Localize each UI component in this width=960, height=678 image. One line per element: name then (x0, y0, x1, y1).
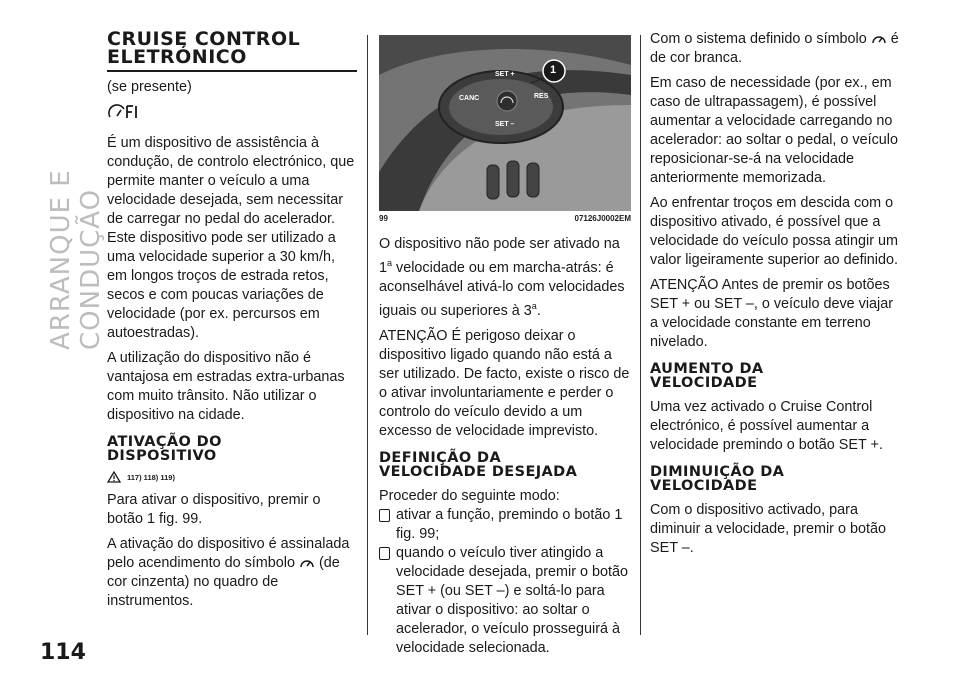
callout-number: 1 (550, 64, 557, 76)
section-heading-increase (650, 362, 900, 390)
gear-text-a: O dispositivo não pode ser ativado na 1 (379, 236, 620, 276)
column-3 (650, 30, 900, 564)
heading-line-2: VELOCIDADE DESEJADA (379, 463, 578, 480)
column-1 (107, 30, 357, 617)
chapter-side-label: ARRANQUE E CONDUÇÃO (46, 169, 106, 350)
symbol-text-a: Com o sistema definido o símbolo (650, 31, 867, 47)
overtake-paragraph: Em caso de necessidade (por ex., em caso de ultrapassagem), é possível aumentar a velocidade carregando no acelerador: ao soltar o pedal, o veículo reposicionar-se-á na velocidade anteriormente memorizada. (650, 75, 898, 186)
cruise-control-icon (107, 103, 357, 126)
figure-code: 07126J0002EM (574, 214, 631, 223)
page-title (107, 30, 357, 72)
section-heading-decrease (650, 465, 900, 493)
intro-paragraph: É um dispositivo de assistência à condução, de controlo electrónico, que permite manter o veículo a uma velocidade desejada, sem necessitar de carregar no pedal do acelerador. Este dispositivo pode ser utilizado a uma velocidade superior a 30 km/h, em longos troços de estrada retos, secos e com poucas variações de velocidade (por ex. percursos em autoestradas). (107, 135, 355, 341)
set-minus-label: SET – (495, 121, 515, 128)
ordinal-sup: a (387, 258, 393, 268)
warning-references (107, 471, 357, 483)
heading-line-1: DEFINIÇÃO DA (379, 449, 502, 466)
signal-text-a: A ativação do dispositivo é assinalada pelo acendimento do símbolo (107, 536, 350, 571)
subtitle: (se presente) (107, 79, 192, 95)
activation-paragraph: Para ativar o dispositivo, premir o botão 1 fig. 99. (107, 492, 321, 527)
danger-paragraph: ATENÇÃO É perigoso deixar o dispositivo ligado quando não está a ser utilizado. De facto, existe o risco de o ativar involuntariamente e perder o controlo do veículo devido a um excesso de velocidade imprevisto. (379, 327, 630, 439)
symbol-paragraph (650, 30, 900, 68)
heading-line-1: DIMINUIÇÃO DA (650, 464, 785, 480)
section-heading-activation (107, 435, 357, 463)
ordinal-sup: a (531, 300, 537, 311)
signal-text-b: (de cor cinzenta) no quadro de instrumentos. (107, 555, 340, 609)
figure-caption (379, 214, 631, 223)
column-2 (379, 35, 631, 658)
heading-line-1: AUMENTO DA (650, 361, 764, 377)
signal-paragraph (107, 535, 357, 611)
heading-line-1: ATIVAÇÃO DO (107, 434, 222, 450)
section-heading-set-speed (379, 451, 631, 479)
page-number: 114 (40, 640, 86, 665)
descent-paragraph: Ao enfrentar troços em descida com o dispositivo ativado, é possível que a velocidade do veículo possa atingir um valor ligeiramente superior ao definido. (650, 195, 898, 268)
list-item-text: quando o veículo tiver atingido a velocidade desejada, premir o botão SET + (ou SET –) e soltá-lo para ativar o dispositivo: ao soltar o acelerador, o veículo prosseguirá à velocidade selecionada. (396, 544, 628, 656)
heading-line-2: VELOCIDADE (650, 478, 758, 494)
title-line-2: ELETRÓNICO (107, 46, 247, 68)
warning-triangle-icon (107, 471, 121, 483)
heading-line-2: DISPOSITIVO (107, 448, 217, 464)
column-divider (367, 35, 368, 635)
checkbox-bullet-icon (379, 509, 390, 522)
figure-number: 99 (379, 214, 388, 223)
canc-label: CANC (459, 95, 480, 102)
steps-intro: Proceder do seguinte modo: (379, 487, 560, 504)
warning-refs-text: 117) 118) 119) (127, 472, 175, 482)
gear-text-b: velocidade ou em marcha-atrás: é aconselhável ativá-lo com velocidades iguais ou superiores à 3 (379, 259, 625, 319)
title-line-1: CRUISE CONTROL (107, 28, 301, 50)
gear-text-c: . (536, 302, 541, 319)
usage-paragraph: A utilização do dispositivo não é vantajosa em estradas extra-urbanas com muito trânsito. Não utilizar o dispositivo na cidade. (107, 350, 345, 423)
steering-wheel-figure (379, 35, 631, 211)
decrease-paragraph: Com o dispositivo activado, para diminuir a velocidade, premir o botão SET –. (650, 502, 886, 556)
column-divider (640, 35, 641, 635)
symbol-text-b: é de cor branca. (650, 31, 899, 66)
res-label: RES (534, 93, 549, 100)
attention-paragraph: ATENÇÃO Antes de premir os botões SET + ou SET –, o veículo deve viajar a velocidade constante em terreno nivelado. (650, 277, 894, 350)
list-item (379, 544, 631, 658)
speedometer-icon (871, 33, 887, 45)
checkbox-bullet-icon (379, 547, 390, 560)
heading-line-2: VELOCIDADE (650, 375, 758, 391)
list-item-text: ativar a função, premindo o botão 1 fig. 99; (396, 506, 623, 542)
speedometer-icon (299, 557, 315, 569)
set-plus-label: SET + (495, 71, 515, 78)
list-item (379, 506, 631, 544)
gear-paragraph (379, 235, 631, 321)
increase-paragraph: Uma vez activado o Cruise Control electrónico, é possível aumentar a velocidade premindo o botão SET +. (650, 399, 883, 453)
